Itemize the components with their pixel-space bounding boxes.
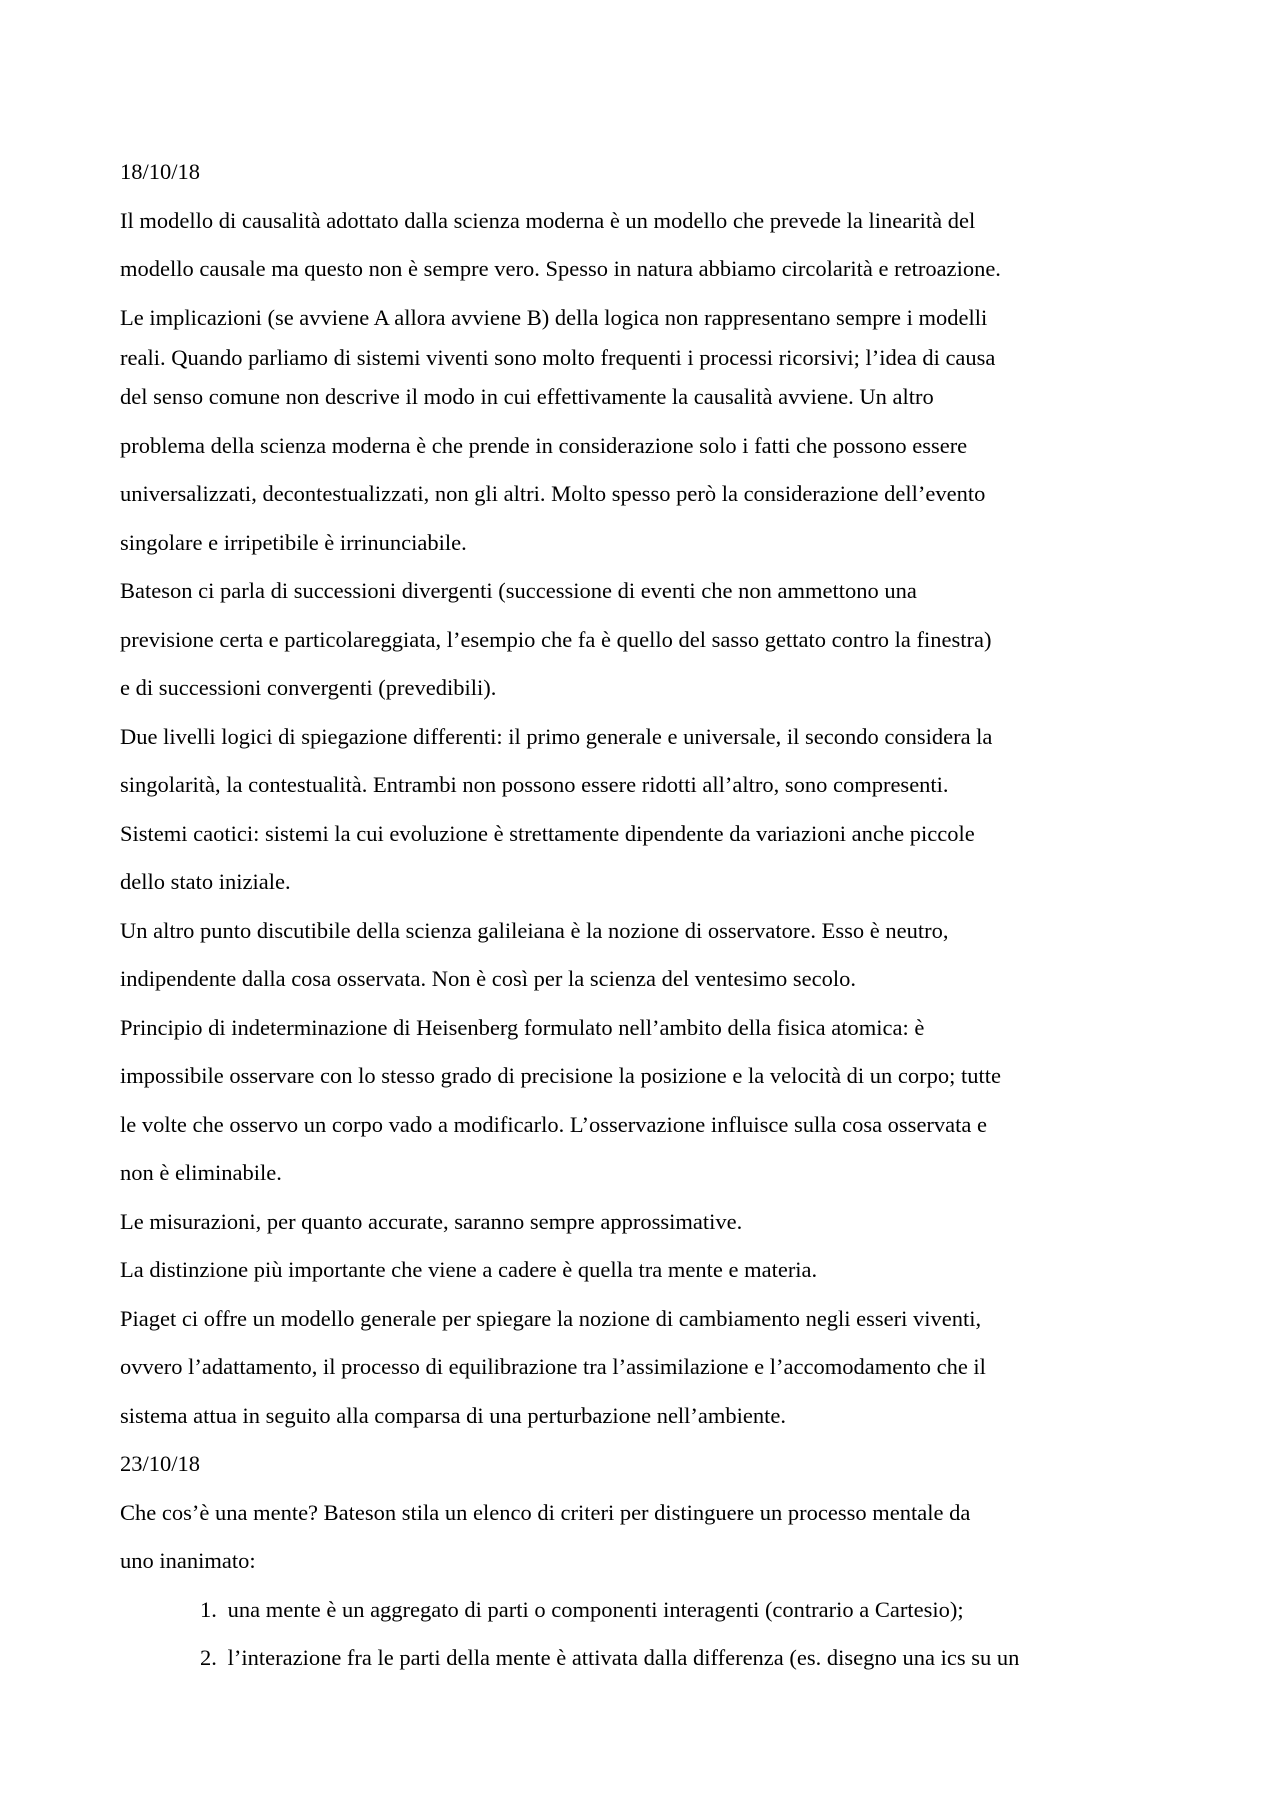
text-line: del senso comune non descrive il modo in cui effettivamente la causalità avviene. Un altro <box>120 384 934 409</box>
list-item <box>120 1634 1150 1683</box>
text-line: singolare e irripetibile è irrinunciabile. <box>120 529 467 555</box>
text-line: Un altro punto discutibile della scienza galileiana è la nozione di osservatore. Esso è neutro, <box>120 917 949 943</box>
text-line: impossibile osservare con lo stesso grado di precisione la posizione e la velocità di un corpo; tutte <box>120 1063 1002 1088</box>
date-heading-2: 23/10/18 <box>120 1451 201 1476</box>
text-line: Le implicazioni (se avviene A allora avviene B) della logica non rappresentano sempre i modelli <box>120 304 988 330</box>
text-line: Principio di indeterminazione di Heisenberg formulato nell’ambito della fisica atomica: è <box>120 1014 925 1040</box>
text-line: problema della scienza moderna è che prende in considerazione solo i fatti che possono essere <box>120 432 968 458</box>
text-line: Due livelli logici di spiegazione differenti: il primo generale e universale, il secondo considera la <box>120 723 993 749</box>
text-line: le volte che osservo un corpo vado a modificarlo. L’osservazione influisce sulla cosa osservata e <box>120 1111 988 1137</box>
document-page <box>120 148 1150 1683</box>
text-line: modello causale ma questo non è sempre vero. Spesso in natura abbiamo circolarità e retroazione. <box>120 256 1001 281</box>
list-item <box>120 1586 1150 1635</box>
date-heading-1: 18/10/18 <box>120 159 201 184</box>
list-number: 1. <box>200 1596 217 1622</box>
text-line: Che cos’è una mente? Bateson stila un elenco di criteri per distinguere un processo mentale da <box>120 1499 971 1525</box>
text-line: e di successioni convergenti (prevedibili). <box>120 675 497 700</box>
text-line: uno inanimato: <box>120 1548 256 1573</box>
text-line: Piaget ci offre un modello generale per spiegare la nozione di cambiamento negli esseri viventi, <box>120 1305 982 1331</box>
list-item-text: una mente è un aggregato di parti o componenti interagenti (contrario a Cartesio); <box>227 1596 964 1622</box>
text-line: sistema attua in seguito alla comparsa di una perturbazione nell’ambiente. <box>120 1402 787 1428</box>
list-item-text: l’interazione fra le parti della mente è attivata dalla differenza (es. disegno una ics su un <box>227 1645 1020 1670</box>
text-line: Il modello di causalità adottato dalla scienza moderna è un modello che prevede la linearità del <box>120 207 976 233</box>
text-line: La distinzione più importante che viene a cadere è quella tra mente e materia. <box>120 1257 818 1282</box>
text-line: previsione certa e particolareggiata, l’esempio che fa è quello del sasso gettato contro la finestra) <box>120 626 992 652</box>
text-line: universalizzati, decontestualizzati, non gli altri. Molto spesso però la considerazione dell’evento <box>120 481 986 506</box>
text-line: singolarità, la contestualità. Entrambi non possono essere ridotti all’altro, sono compresenti. <box>120 772 949 797</box>
text-line: ovvero l’adattamento, il processo di equilibrazione tra l’assimilazione e l’accomodamento che il <box>120 1354 986 1379</box>
text-line: indipendente dalla cosa osservata. Non è così per la scienza del ventesimo secolo. <box>120 966 856 991</box>
text-line: non è eliminabile. <box>120 1160 282 1185</box>
text-line: Sistemi caotici: sistemi la cui evoluzione è strettamente dipendente da variazioni anche piccole <box>120 820 975 846</box>
list-number: 2. <box>200 1645 217 1670</box>
text-line: dello stato iniziale. <box>120 869 291 894</box>
text-line: Bateson ci parla di successioni divergenti (successione di eventi che non ammettono una <box>120 578 917 603</box>
text-line: reali. Quando parliamo di sistemi viventi sono molto frequenti i processi ricorsivi; l’idea di causa <box>120 345 996 370</box>
text-line: Le misurazioni, per quanto accurate, saranno sempre approssimative. <box>120 1208 743 1234</box>
